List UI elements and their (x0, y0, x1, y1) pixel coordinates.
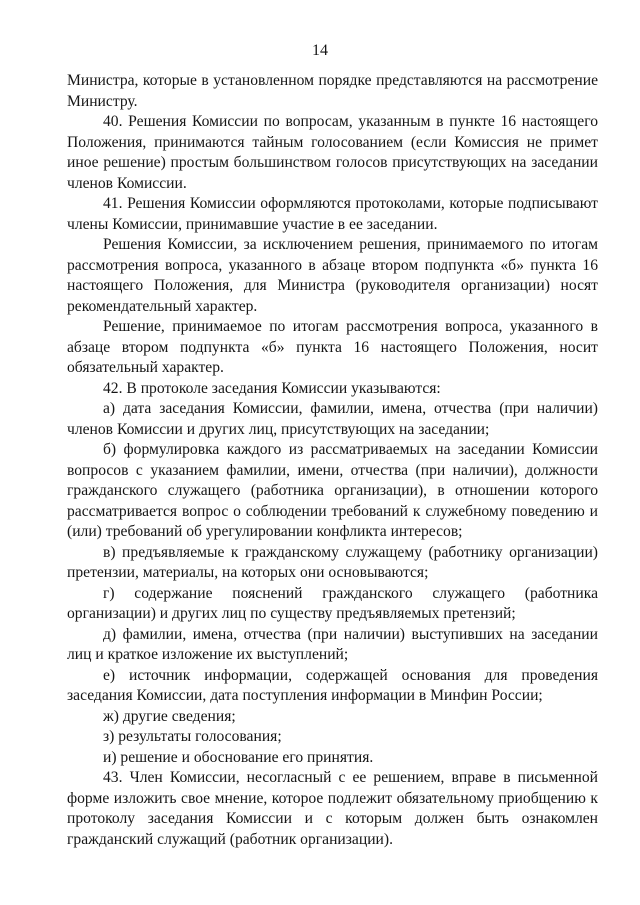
document-body (67, 71, 598, 850)
list-item-i: и) решение и обоснование его принятия. (103, 748, 374, 766)
paragraph-item-43: 43. Член Комиссии, несогласный с ее решением, вправе в письменной форме изложить свое мнение, которое подлежит обязательному приобщению к протоколу заседания Комиссии и с которым должен быть ознакомлен гражданский служащий (работник организации). (67, 769, 598, 848)
paragraph-recommendatory-decisions: Решения Комиссии, за исключением решения, принимаемого по итогам рассмотрения вопроса, указанного в абзаце втором подпункта «б» пункта 16 настоящего Положения, для Министра (руководителя организации) носят рекомендательный характер. (67, 236, 598, 315)
list-item-e: е) источник информации, содержащей основания для проведения заседания Комиссии, дата поступления информации в Минфин России; (67, 666, 598, 704)
paragraph-item-41: 41. Решения Комиссии оформляются протоколами, которые подписывают члены Комиссии, принимавшие участие в ее заседании. (67, 195, 598, 233)
list-item-d: д) фамилии, имена, отчества (при наличии) выступивших на заседании лиц и краткое изложение их выступлений; (67, 625, 598, 663)
list-item-g: г) содержание пояснений гражданского служащего (работника организации) и других лиц по существу предъявляемых претензий; (67, 584, 598, 622)
list-item-b: б) формулировка каждого из рассматриваемых на заседании Комиссии вопросов с указанием фамилии, имени, отчества (при наличии), должности гражданского служащего (работника организации), в отношении которого рассматривается вопрос о соблюдении требований к служебному поведению и (или) требований об урегулировании конфликта интересов; (67, 441, 598, 540)
paragraph-mandatory-decision: Решение, принимаемое по итогам рассмотрения вопроса, указанного в абзаце втором подпункта «б» пункта 16 настоящего Положения, носит обязательный характер. (67, 318, 598, 376)
page-number: 14 (312, 42, 328, 59)
list-item-a: а) дата заседания Комиссии, фамилии, имена, отчества (при наличии) членов Комиссии и других лиц, присутствующих на заседании; (67, 400, 598, 438)
list-item-zh: ж) другие сведения; (103, 707, 236, 725)
paragraph-item-40: 40. Решения Комиссии по вопросам, указанным в пункте 16 настоящего Положения, принимаются тайным голосованием (если Комиссия не примет иное решение) простым большинством голосов присутствующих на заседании членов Комиссии. (67, 113, 598, 192)
list-item-z: з) результаты голосования; (103, 728, 282, 745)
paragraph-item-42: 42. В протоколе заседания Комиссии указываются: (103, 379, 441, 397)
list-item-v: в) предъявляемые к гражданскому служащему (работнику организации) претензии, материалы, на которых они основываются; (67, 543, 598, 581)
paragraph-continuation: Министра, которые в установленном порядке представляются на рассмотрение Министру. (67, 72, 598, 110)
